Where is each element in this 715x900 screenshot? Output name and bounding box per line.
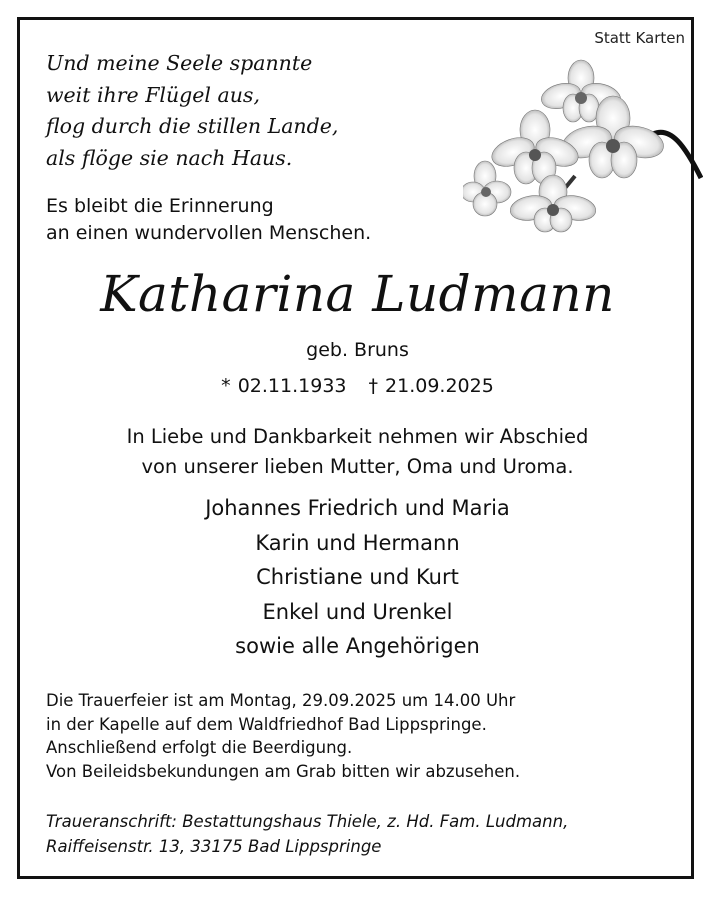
poem xyxy=(46,48,338,174)
family-list xyxy=(0,491,715,664)
service-info xyxy=(46,689,520,783)
family-member: Christiane und Kurt xyxy=(256,565,459,589)
birth-date: * 02.11.1933 xyxy=(221,375,347,397)
farewell-line: In Liebe und Dankbarkeit nehmen wir Abschied xyxy=(126,425,589,448)
mourning-address xyxy=(46,809,568,859)
death-date: † 21.09.2025 xyxy=(368,375,494,397)
service-line: Von Beileidsbekundungen am Grab bitten wir abzusehen. xyxy=(46,761,521,781)
statt-karten-note: Statt Karten xyxy=(594,29,685,47)
poem-line: flog durch die stillen Lande, xyxy=(46,114,339,138)
farewell-text xyxy=(0,422,715,482)
orchid-flower-icon xyxy=(463,56,703,236)
farewell-line: von unserer lieben Mutter, Oma und Uroma. xyxy=(141,455,574,478)
memory-line: an einen wundervollen Menschen. xyxy=(46,222,372,244)
memory-line: Es bleibt die Erinnerung xyxy=(46,195,274,217)
maiden-name: geb. Bruns xyxy=(306,339,409,361)
family-member: sowie alle Angehörigen xyxy=(235,634,480,658)
service-line: in der Kapelle auf dem Waldfriedhof Bad Lippspringe. xyxy=(46,714,487,734)
family-member: Enkel und Urenkel xyxy=(262,599,453,624)
life-dates xyxy=(0,372,715,400)
poem-line: als flöge sie nach Haus. xyxy=(46,145,293,170)
address-line: Traueranschrift: Bestattungshaus Thiele, z. Hd. Fam. Ludmann, xyxy=(46,812,569,831)
service-line: Die Trauerfeier ist am Montag, 29.09.2025 um 14.00 Uhr xyxy=(46,691,516,710)
poem-line: weit ihre Flügel aus, xyxy=(46,82,260,107)
family-member: Johannes Friedrich und Maria xyxy=(205,496,510,520)
service-line: Anschließend erfolgt die Beerdigung. xyxy=(46,738,353,757)
address-line: Raiffeisenstr. 13, 33175 Bad Lippspringe xyxy=(46,837,382,856)
family-member: Karin und Hermann xyxy=(255,530,460,555)
poem-line: Und meine Seele spannte xyxy=(46,51,313,75)
deceased-name: Katharina Ludmann xyxy=(100,265,615,323)
memory-text xyxy=(46,193,371,247)
